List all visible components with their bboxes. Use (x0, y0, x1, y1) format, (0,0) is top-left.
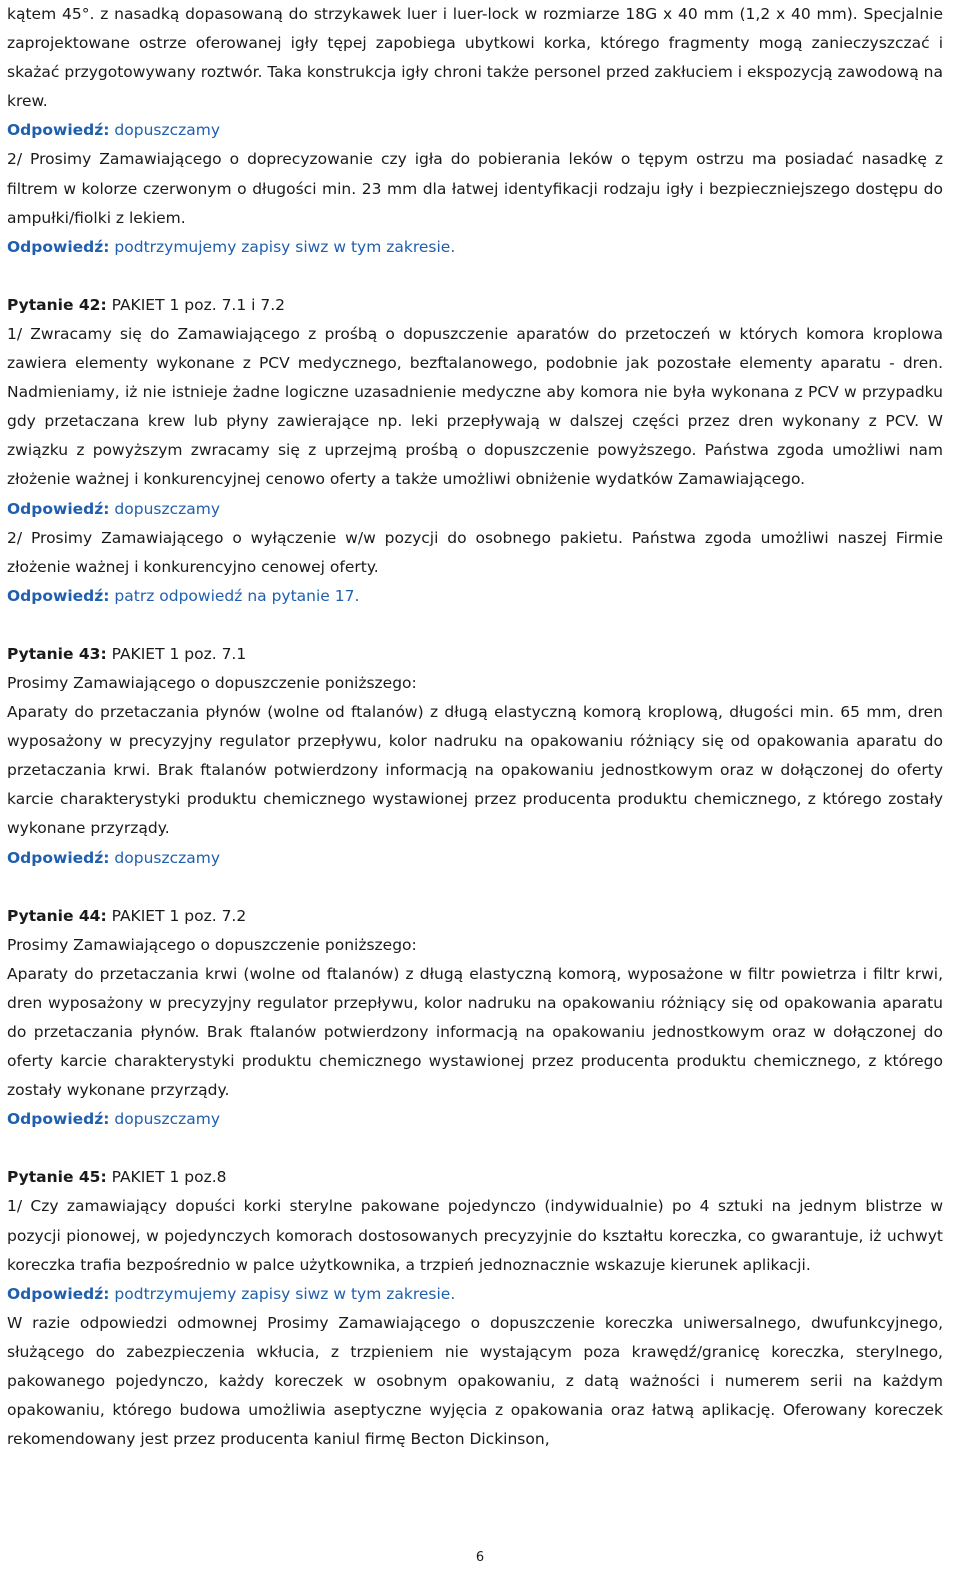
question-subject: PAKIET 1 poz. 7.1 i 7.2 (106, 295, 286, 314)
answer-text: dopuszczamy (109, 848, 221, 867)
answer-label: Odpowiedź: (7, 1284, 110, 1303)
answer-text: podtrzymujemy zapisy siwz w tym zakresie. (109, 237, 456, 256)
question-45 (7, 1163, 943, 1454)
intro-paragraph-1: kątem 45°. z nasadką dopasowaną do strzykawek luer i luer-lock w rozmiarze 18G x 40 mm (1,2 x 40 mm). Specjalnie zaprojektowane ostrze oferowanej igły tępej zapobiega ubytkowi korka, którego fragmenty mogą zanieczyszczać i skażać przygotowywany roztwór. Taka konstrukcja igły chroni także personel przed zakłuciem i ekspozycją zawodową na krew. (7, 5, 943, 111)
question-heading (7, 1163, 943, 1192)
question-paragraph-2: W razie odpowiedzi odmownej Prosimy Zamawiającego o dopuszczenie koreczka uniwersalnego, dwufunkcyjnego, służącego do zabezpieczenia wkłucia, z trzpieniem nie wystającym poza krawędź/granicę koreczka, sterylnego, pakowanego pojedynczo, każdy koreczek w osobnym opakowaniu, z datą ważności i numerem serii na każdym opakowaniu, którego budowa umożliwia aseptyczne wyjęcia z opakowania oraz łatwą aplikację. Oferowany koreczek rekomendowany jest przez producenta kaniul firmę Becton Dickinson, (7, 1313, 943, 1449)
answer-label: Odpowiedź: (7, 586, 110, 605)
question-answer (7, 844, 943, 873)
answer-text: patrz odpowiedź na pytanie 17. (109, 586, 360, 605)
question-label: Pytanie 45: (7, 1168, 107, 1187)
page-number: 6 (475, 1550, 485, 1565)
answer-text: dopuszczamy (109, 1110, 221, 1129)
question-subject: PAKIET 1 poz. 7.2 (106, 906, 247, 925)
answer-text: dopuszczamy (109, 121, 221, 140)
question-heading (7, 640, 943, 669)
question-answer-1 (7, 495, 943, 524)
intro-answer-1 (7, 116, 943, 145)
question-intro: Prosimy Zamawiającego o dopuszczenie poniższego: (7, 935, 417, 954)
question-subject: PAKIET 1 poz.8 (106, 1168, 227, 1187)
question-answer (7, 1105, 943, 1134)
answer-label: Odpowiedź: (7, 499, 110, 518)
answer-text: dopuszczamy (109, 499, 221, 518)
intro-paragraph-2: 2/ Prosimy Zamawiającego o doprecyzowanie czy igła do pobierania leków o tępym ostrzu ma posiadać nasadkę z filtrem w kolorze czerwonym o długości min. 23 mm dla łatwej identyfikacji rodzaju igły i bezpieczniejszego dostępu do ampułki/fiolki z lekiem. (7, 150, 943, 227)
answer-label: Odpowiedź: (7, 237, 110, 256)
question-label: Pytanie 42: (7, 295, 107, 314)
question-intro: Prosimy Zamawiającego o dopuszczenie poniższego: (7, 673, 417, 692)
question-paragraph-1: 1/ Zwracamy się do Zamawiającego z prośbą o dopuszczenie aparatów do przetoczeń w których komora kroplowa zawiera elementy wykonane z PCV medycznego, bezftalanowego, podobnie jak pozostałe elementy aparatu - dren. Nadmieniamy, iż nie istnieje żadne logiczne uzasadnienie medyczne aby komora nie była wykonana z PCV w przypadku gdy przetaczana krew lub płyny zawierające np. leki przepływają w dalszej części przez dren wykonany z PCV. W związku z powyższym zwracamy się z uprzejmą prośbą o dopuszczenie powyższego. Państwa zgoda umożliwi nam złożenie ważnej i konkurencyjnej cenowo oferty a także umożliwi obniżenie wydatków Zamawiającego. (7, 324, 943, 489)
question-paragraph-2: 2/ Prosimy Zamawiającego o wyłączenie w/w pozycji do osobnego pakietu. Państwa zgoda umożliwi naszej Firmie złożenie ważnej i konkurencyjno cenowej oferty. (7, 528, 943, 576)
question-43 (7, 640, 943, 873)
question-paragraph-1: 1/ Czy zamawiający dopuści korki sterylne pakowane pojedynczo (indywidualnie) po 4 sztuki na jednym blistrze w pozycji pionowej, w pojedynczych komorach dostosowanych precyzyjnie do kształtu koreczka, co gwarantuje, iż uchwyt koreczka trafia bezpośrednio w palce użytkownika, a trzpień jednoznacznie wskazuje kierunek aplikacji. (7, 1197, 943, 1274)
question-heading (7, 902, 943, 931)
question-paragraph-1: Aparaty do przetaczania płynów (wolne od ftalanów) z długą elastyczną komorą kroplową, długości min. 65 mm, dren wyposażony w precyzyjny regulator przepływu, kolor nadruku na opakowaniu różniący się od opakowania aparatu do przetaczania krwi. Brak ftalanów potwierdzony informacją na opakowaniu jednostkowym oraz w dołączonej do oferty karcie charakterystyki produktu chemicznego wystawionej przez producenta produktu chemicznego, z którego zostały wykonane przyrządy. (7, 703, 943, 838)
intro-answer-2 (7, 233, 943, 262)
answer-text: podtrzymujemy zapisy siwz w tym zakresie. (109, 1284, 456, 1303)
question-label: Pytanie 44: (7, 906, 107, 925)
question-answer-2 (7, 582, 943, 611)
question-subject: PAKIET 1 poz. 7.1 (106, 644, 247, 663)
question-paragraph-1: Aparaty do przetaczania krwi (wolne od ftalanów) z długą elastyczną komorą, wyposażone w filtr powietrza i filtr krwi, dren wyposażony w precyzyjny regulator przepływu, kolor nadruku na opakowaniu różniący się od opakowania aparatu do przetaczania płynów. Brak ftalanów potwierdzony informacją na opakowaniu jednostkowym oraz w dołączonej do oferty karcie charakterystyki produktu chemicznego wystawionej przez producenta produktu chemicznego, z którego zostały wykonane przyrządy. (7, 964, 943, 1100)
document-page (7, 0, 943, 1454)
question-44 (7, 902, 943, 1135)
question-heading (7, 291, 943, 320)
answer-label: Odpowiedź: (7, 121, 110, 140)
question-answer-1 (7, 1280, 943, 1309)
answer-label: Odpowiedź: (7, 848, 110, 867)
question-label: Pytanie 43: (7, 644, 107, 663)
answer-label: Odpowiedź: (7, 1110, 110, 1129)
question-42 (7, 291, 943, 611)
intro-section (7, 0, 943, 262)
